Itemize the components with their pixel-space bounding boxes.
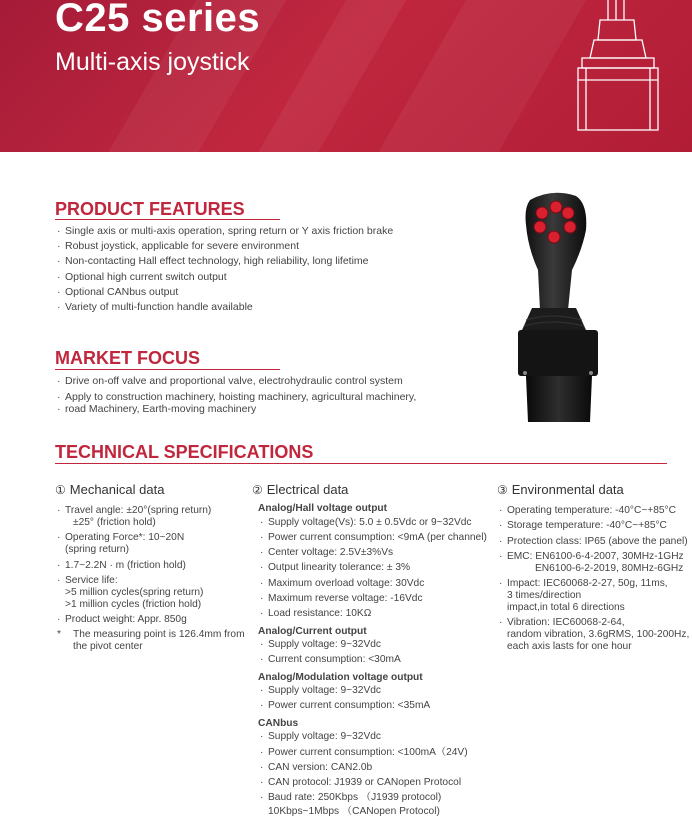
electrical-data-title: [252, 482, 497, 497]
list-item: · CAN version: CAN2.0b: [258, 762, 497, 774]
market-focus-list: [55, 374, 416, 415]
list-item: · CAN protocol: J1939 or CANopen Protocol: [258, 777, 497, 789]
list-item: · Supply voltage: 9~32Vdc: [258, 731, 497, 743]
electrical-data-label: Electrical data: [266, 482, 349, 497]
spec-line: each axis lasts for one hour: [507, 641, 632, 653]
page-subtitle: Multi-axis joystick: [55, 48, 250, 76]
section-number: ③: [497, 483, 508, 497]
environmental-data-title: [497, 482, 692, 497]
canbus-baud-continued: 10Kbps~1Mbps （CANopen Protocol): [268, 806, 440, 818]
list-item: [55, 532, 250, 556]
list-item: · Optional CANbus output: [55, 285, 393, 300]
list-item: · Current consumption: <30mA: [258, 654, 497, 666]
spec-line: · EMC: EN6100-6-4-2007, 30MHz-1GHz: [507, 550, 684, 562]
list-item: [497, 617, 692, 653]
list-item: · Optional high current switch output: [55, 270, 393, 285]
header-banner: [0, 0, 692, 152]
group-title-current: Analog/Current output: [258, 625, 367, 637]
list-item: · Supply voltage: 9~32Vdc: [258, 639, 497, 651]
technical-specs-rule: [55, 463, 667, 464]
list-item: [497, 578, 692, 614]
list-item: [55, 505, 250, 529]
product-features-rule: [55, 219, 280, 220]
spec-line: 3 times/direction: [507, 590, 582, 602]
group-title-modulation: Analog/Modulation voltage output: [258, 671, 423, 683]
mechanical-data-label: Mechanical data: [69, 482, 165, 497]
list-item: · Drive on-off valve and proportional valve, electrohydraulic control system: [55, 374, 416, 389]
spec-line: · Operating Force*: 10~20N: [65, 532, 185, 544]
spec-line: (spring return): [65, 544, 129, 556]
list-item: · Storage temperature: -40°C~+85°C: [497, 520, 692, 532]
list-item: [55, 614, 250, 626]
environmental-data-column: [497, 482, 692, 657]
spec-line: impact,in total 6 directions: [507, 602, 625, 614]
group-title-hall: Analog/Hall voltage output: [258, 503, 388, 514]
list-item: · Baud rate: 250Kbps （J1939 protocol): [258, 792, 497, 804]
list-item: · Operating temperature: -40°C~+85°C: [497, 505, 692, 517]
list-item: · Supply voltage: 9~32Vdc: [258, 685, 497, 697]
spec-line: · Travel angle: ±20°(spring return): [65, 505, 212, 516]
list-item: · Center voltage: 2.5V±3%Vs: [258, 547, 497, 559]
list-item: · Load resistance: 10KΩ: [258, 608, 497, 620]
joystick-product-image: [512, 190, 612, 430]
spec-line: EN6100-6-2-2019, 80MHz-6GHz: [535, 562, 684, 574]
list-item: · Output linearity tolerance: ± 3%: [258, 562, 497, 574]
list-item: · Non-contacting Hall effect technology, high reliability, long lifetime: [55, 254, 393, 269]
page-title: C25 series: [55, 0, 261, 40]
note-line: the pivot center: [73, 641, 143, 653]
list-item: · Power current consumption: <100mA（24V): [258, 747, 497, 759]
joystick-line-icon: [572, 0, 672, 152]
list-item: [55, 575, 250, 611]
list-item: · Variety of multi-function handle available: [55, 300, 393, 315]
section-number: ①: [55, 483, 66, 497]
list-item: [497, 551, 692, 575]
list-item: · Single axis or multi-axis operation, spring return or Y axis friction brake: [55, 224, 393, 239]
list-item: · Apply to construction machinery, hoisting machinery, agricultural machinery,: [55, 391, 416, 403]
list-item: · Protection class: IP65 (above the panel): [497, 536, 692, 548]
spec-line: ±25° (friction hold): [73, 517, 156, 528]
electrical-data-column: [252, 482, 497, 818]
list-item: · Supply voltage(Vs): 5.0 ± 0.5Vdc or 9~32Vdc: [258, 517, 497, 529]
market-focus-heading: MARKET FOCUS: [55, 348, 200, 368]
list-item: · Maximum overload voltage: 30Vdc: [258, 578, 497, 590]
list-item: · Robust joystick, applicable for severe environment: [55, 239, 393, 254]
spec-line: · Service life:: [65, 574, 118, 586]
product-features-heading: PRODUCT FEATURES: [55, 199, 245, 219]
mechanical-data-list: [55, 505, 250, 626]
current-output-list: [252, 639, 497, 666]
mechanical-data-title: [55, 482, 250, 497]
list-item-continued: · road Machinery, Earth-moving machinery: [55, 403, 416, 415]
spec-line: · 1.7~2.2N · m (friction hold): [65, 559, 186, 571]
mechanical-data-column: [55, 482, 250, 653]
spec-line: · Impact: IEC60068-2-27, 50g, 11ms,: [507, 578, 668, 590]
spec-line: >5 million cycles(spring return): [65, 586, 204, 598]
technical-specs-heading: TECHNICAL SPECIFICATIONS: [55, 442, 314, 462]
spec-line: random vibration, 3.6gRMS, 100-200Hz,: [507, 629, 690, 641]
list-item: · Maximum reverse voltage: -16Vdc: [258, 593, 497, 605]
market-focus-rule: [55, 369, 280, 370]
canbus-list: [252, 731, 497, 804]
list-item: · Power current consumption: <9mA (per channel): [258, 532, 497, 544]
section-number: ②: [252, 483, 263, 497]
list-item: [55, 560, 250, 572]
group-title-canbus: CANbus: [258, 717, 299, 729]
environmental-data-list: [497, 505, 692, 653]
spec-line: · Vibration: IEC60068-2-64,: [507, 617, 625, 629]
modulation-output-list: [252, 685, 497, 712]
environmental-data-label: Environmental data: [511, 482, 624, 497]
measuring-note: [55, 629, 250, 653]
product-features-list: [55, 224, 393, 315]
hall-voltage-list: [252, 517, 497, 621]
spec-line: · Product weight: Appr. 850g: [65, 614, 187, 626]
note-line: * The measuring point is 126.4mm from: [73, 629, 245, 641]
spec-line: >1 million cycles (friction hold): [65, 598, 202, 610]
list-item: · Power current consumption: <35mA: [258, 700, 497, 712]
